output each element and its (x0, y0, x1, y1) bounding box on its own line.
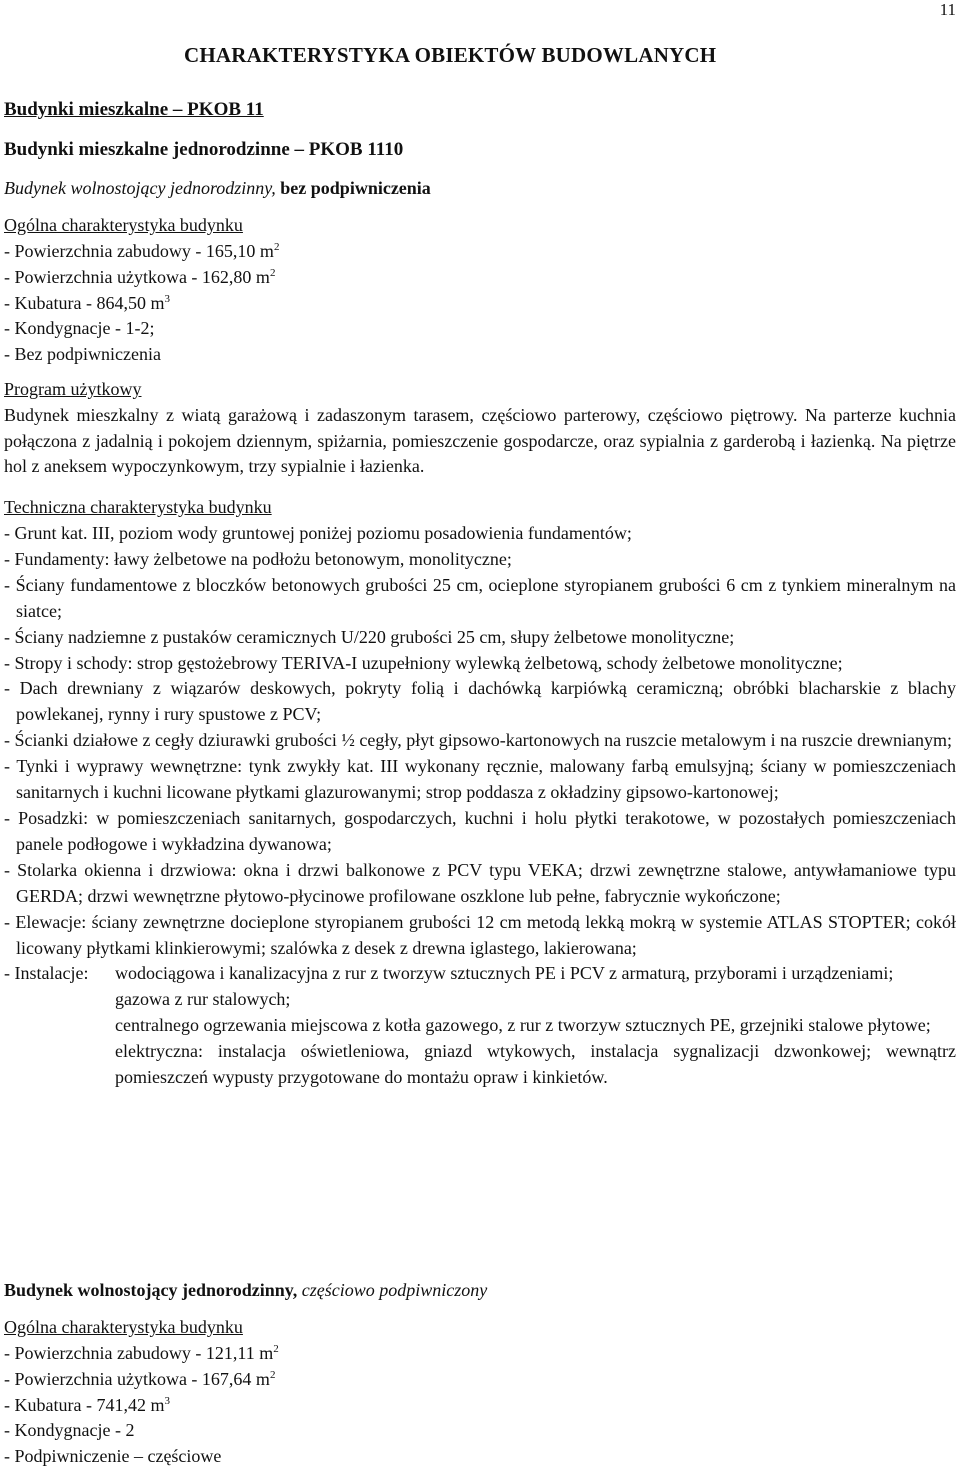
installations-block (4, 961, 956, 1091)
list-item: - Powierzchnia zabudowy - 121,11 $m^2$ (4, 1343, 279, 1363)
tech-item: - Posadzki: w pomieszczeniach sanitarnych, gospodarczych, kuchni i holu płytki terakotowe, w pozostałych pomieszczeniach panele podłogowe i wykładzina dywanowa; (4, 807, 956, 854)
tech-item: - Stropy i schody: strop gęstożebrowy TERIVA-I uzupełniony wylewką żelbetową, schody żelbetowe monolityczne; (4, 652, 843, 673)
document-title: CHARAKTERYSTYKA OBIEKTÓW BUDOWLANYCH (184, 43, 717, 67)
building2-title (4, 1278, 956, 1303)
heading-pkob-1110: Budynki mieszkalne jednorodzinne – PKOB 1110 (4, 139, 404, 160)
tech-item: - Tynki i wyprawy wewnętrzne: tynk zwykły kat. III wykonany ręcznie, malowany farbą emulsyjną; ściany w pomieszczeniach sanitarnych i kuchni licowane płytkami glazurowanymi; strop poddasza z okładziny gipsowo-kartonowej; (4, 756, 956, 803)
building1-general-list (4, 239, 279, 368)
tech-item: - Fundamenty: ławy żelbetowe na podłożu betonowym, monolityczne; (4, 548, 512, 569)
building1-title-rest: bez podpiwniczenia (275, 178, 431, 198)
building1-tech-heading: Techniczna charakterystyka budynku (4, 497, 272, 517)
building2-title-bold: Budynek wolnostojący jednorodzinny, (4, 1280, 302, 1300)
list-item: - Kondygnacje - 1-2; (4, 318, 155, 339)
building1-program-heading: Program użytkowy (4, 379, 142, 399)
tech-item: - Ściany nadziemne z pustaków ceramicznych U/220 grubości 25 cm, słupy żelbetowe monolityczne; (4, 626, 735, 647)
building1-tech-list (4, 521, 956, 1091)
list-item: - Kubatura - 741,42 $m^3$ (4, 1394, 170, 1415)
installation-item: gazowa z rur stalowych; (115, 989, 291, 1010)
page-number: 11 (939, 0, 956, 19)
list-item: - Powierzchnia użytkowa - 162,80 $m^2$ (4, 266, 276, 287)
list-item: - Kondygnacje - 2 (4, 1420, 135, 1441)
tech-item: - Ścianki działowe z cegły dziurawki grubości ½ cegły, płyt gipsowo-kartonowych na ruszcie metalowym i na ruszcie drewnianym; (4, 730, 953, 751)
heading-pkob-11-text: Budynki mieszkalne – PKOB 11 (4, 99, 264, 120)
tech-item: - Elewacje: ściany zewnętrzne docieplone styropianem grubości 12 cm metodą lekką mokrą w systemie ATLAS STOPTER; cokół licowany płytkami klinkierowymi; szalówka z desek z drewna iglastego, lakierowana; (4, 911, 956, 958)
building1-title (4, 176, 956, 201)
list-item: - Powierzchnia użytkowa - 167,64 $m^2$ (4, 1368, 276, 1389)
tech-item: - Grunt kat. III, poziom wody gruntowej poniżej poziomu posadowienia fundamentów; (4, 523, 632, 543)
building1-title-italic: Budynek wolnostojący jednorodzinny, (4, 178, 276, 198)
tech-item: - Dach drewniany z wiązarów deskowych, pokryty folią i dachówką karpiówką ceramiczną; obróbki blacharskie z blachy powlekanej, rynny i rury spustowe z PCV; (4, 678, 956, 725)
installations-label: - Instalacje: (4, 963, 89, 984)
installation-item: centralnego ogrzewania miejscowa z kotła gazowego, z rur z tworzyw sztucznych PE, grzejniki stalowe płytowe; (115, 1015, 931, 1036)
tech-item: - Stolarka okienna i drzwiowa: okna i drzwi balkonowe z PCV typu VEKA; drzwi zewnętrzne stalowe, antywłamaniowe typu GERDA; drzwi wewnętrzne płytowo-płycinowe profilowane oszklone lub pełne, fabrycznie wykończone; (4, 859, 956, 906)
building1-program-text: Budynek mieszkalny z wiatą garażową i zadaszonym tarasem, częściowo parterowy, częściowo piętrowy. Na parterze kuchnia połączona z jadalnią i pokojem dziennym, spiżarnia, pomieszczenie gospodarcze, oraz sypialnia z garderobą i łazienką. Na piętrze hol z aneksem wypoczynkowym, trzy sypialnie i łazienka. (4, 405, 956, 476)
installation-item: wodociągowa i kanalizacyjna z rur z tworzyw sztucznych PE i PCV z armaturą, przyborami i urządzeniami; (115, 963, 894, 984)
list-item: - Bez podpiwniczenia (4, 344, 161, 365)
building1-general-heading: Ogólna charakterystyka budynku (4, 215, 243, 235)
installation-item: elektryczna: instalacja oświetleniowa, gniazd wtykowych, instalacja sygnalizacji dzwonkowej; wewnątrz pomieszczeń wypusty przygotowane do montażu opraw i kinkietów. (115, 1041, 956, 1088)
tech-item: - Ściany fundamentowe z bloczków betonowych grubości 25 cm, ocieplone styropianem grubości 6 cm z tynkiem mineralnym na siatce; (4, 574, 956, 621)
list-item: - Powierzchnia zabudowy - 165,10 $m^2$ (4, 241, 280, 261)
building2-title-italic: częściowo podpiwniczony (301, 1280, 488, 1300)
list-item: - Podpiwniczenie – częściowe (4, 1446, 222, 1467)
building2-general-list (4, 1341, 279, 1470)
heading-pkob-11 (4, 97, 956, 122)
list-item: - Kubatura - 864,50 $m^3$ (4, 292, 170, 313)
building2-general-heading: Ogólna charakterystyka budynku (4, 1317, 243, 1337)
